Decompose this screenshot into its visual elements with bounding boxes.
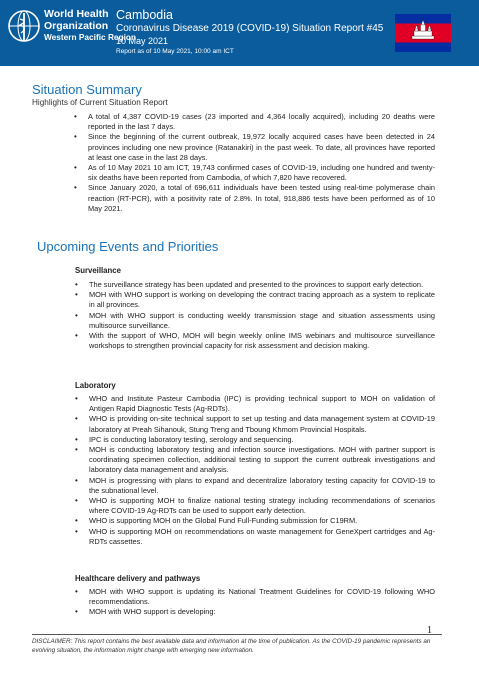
laboratory-list: [75, 394, 435, 547]
list-item-text: WHO is providing on-site technical support to set up testing and data management system at COVID-19 laboratory at Preah Sihanouk, Stung Treng and Tboung Khmom Provincial Hospitals.: [89, 414, 435, 434]
bullet-icon: •: [74, 112, 77, 121]
list-item: [75, 475, 435, 496]
situation-summary-subtitle: Highlights of Current Situation Report: [32, 98, 168, 107]
org-region: Western Pacific Region: [44, 32, 137, 42]
list-item-text: WHO is supporting MOH on recommendations on waste management for GeneXpert cartridges and Ag-RDTs cassettes.: [89, 526, 435, 546]
list-item: [75, 331, 435, 351]
healthcare-heading: Healthcare delivery and pathways: [75, 574, 201, 583]
report-title: Coronavirus Disease 2019 (COVID-19) Situation Report #45: [116, 23, 384, 34]
healthcare-list: [75, 587, 435, 618]
list-item-text: MOH is conducting laboratory testing and infection source investigations. MOH with partner support is coordinating specimen collection, additional testing to support the current outbreak investigations and laboratory data management and analysis.: [89, 445, 435, 475]
list-item: [75, 526, 435, 547]
list-item: [75, 394, 435, 414]
list-item-text: Since January 2020, a total of 696,611 individuals have been tested using real-time polymerase chain reaction (RT-PCR), with a positivity rate of 2.8%. In total, 918,886 tests have been performed as of 10 May 2021.: [88, 183, 435, 213]
disclaimer-text: DISCLAIMER: This report contains the best available data and information at the time of publication. As the COVID-19 pandemic represents an evolving situation, the information might change with emerging new information.: [32, 638, 431, 654]
list-item: [75, 496, 435, 516]
list-item: [75, 310, 435, 331]
list-item: [74, 132, 435, 163]
bullet-icon: •: [75, 280, 78, 289]
list-item: [74, 183, 435, 214]
bullet-icon: •: [75, 526, 78, 536]
bullet-icon: •: [75, 516, 78, 526]
list-item-text: MOH is progressing with plans to expand and decentralize laboratory testing capacity for COVID-19 to the subnational level.: [89, 475, 435, 495]
report-title-block: [116, 8, 383, 57]
report-date: 10 May 2021: [116, 36, 169, 46]
list-item: [75, 290, 435, 310]
list-item: [75, 414, 435, 434]
page-number: 1: [427, 625, 432, 636]
bullet-icon: •: [75, 587, 78, 596]
list-item: [74, 112, 435, 132]
country-name: Cambodia: [116, 8, 173, 22]
bullet-icon: •: [74, 163, 77, 173]
list-item: [74, 163, 435, 183]
bullet-icon: •: [75, 434, 78, 444]
situation-summary-list: [74, 112, 435, 214]
list-item: [75, 516, 435, 526]
bullet-icon: •: [75, 496, 78, 506]
list-item-text: MOH with WHO support is working on developing the contract tracing approach as a system to replicate in all provinces.: [89, 290, 435, 310]
list-item: [75, 280, 435, 290]
list-item-text: WHO is supporting MOH to finalize national testing strategy including recommendations of scenarios where COVID-19 Ag-RDTs can be used to support early detection.: [89, 496, 435, 516]
list-item-text: As of 10 May 2021 10 am ICT, 19,743 confirmed cases of COVID-19, including one hundred and twenty-six deaths have been reported from Cambodia, of which 7,820 have recovered.: [88, 163, 435, 183]
list-item: [75, 607, 435, 617]
cambodia-flag-icon: [395, 14, 451, 52]
org-line-1: World Health: [44, 8, 109, 20]
org-line-2: Organization: [44, 19, 109, 32]
situation-summary-heading: Situation Summary: [32, 82, 142, 97]
list-item-text: MOH with WHO support is conducting weekly transmission stage and situation assessments using multisource surveillance.: [89, 310, 435, 330]
list-item-text: WHO is supporting MOH on the Global Fund Full-Funding submission for C19RM.: [89, 516, 358, 526]
bullet-icon: •: [75, 394, 78, 403]
bullet-icon: •: [74, 183, 77, 193]
laboratory-heading: Laboratory: [75, 381, 116, 390]
list-item-text: Since the beginning of the current outbreak, 19,972 locally acquired cases have been detected in 24 provinces including one new province (Ratanakiri) in the past week. To date, all provinces have reported at least one case in the last 28 days.: [88, 132, 435, 162]
bullet-icon: •: [75, 331, 78, 341]
list-item-text: IPC is conducting laboratory testing, serology and sequencing.: [89, 434, 294, 444]
list-item-text: The surveillance strategy has been updated and presented to the provinces to support early detection.: [89, 280, 424, 289]
report-as-of: Report as of 10 May 2021, 10:00 am ICT: [116, 48, 234, 55]
list-item: [75, 587, 435, 607]
list-item-text: MOH with WHO support is updating its National Treatment Guidelines for COVID-19 following WHO recommendations.: [89, 587, 435, 607]
surveillance-list: [75, 280, 435, 351]
surveillance-heading: Surveillance: [75, 266, 121, 275]
footer-divider: [32, 634, 442, 635]
list-item-text: WHO and Institute Pasteur Cambodia (IPC) is providing technical support to MOH on validation of Antigen Rapid Diagnostic Tests (Ag-RDTs).: [89, 394, 435, 414]
list-item-text: MOH with WHO support is developing:: [89, 607, 216, 617]
bullet-icon: •: [75, 607, 78, 617]
bullet-icon: •: [75, 310, 78, 320]
bullet-icon: •: [74, 132, 77, 142]
report-header-banner: [0, 0, 479, 66]
bullet-icon: •: [75, 475, 78, 485]
list-item: [75, 434, 435, 445]
who-emblem-icon: [6, 8, 42, 44]
bullet-icon: •: [75, 290, 78, 300]
list-item-text: A total of 4,387 COVID-19 cases (23 imported and 4,364 locally acquired), including 20 deaths were reported in the last 7 days.: [88, 112, 435, 132]
list-item: [75, 445, 435, 476]
upcoming-events-heading: Upcoming Events and Priorities: [37, 239, 219, 254]
bullet-icon: •: [75, 414, 78, 424]
list-item-text: With the support of WHO, MOH will begin weekly online IMS webinars and multisource surveillance workshops to strengthen provincial capacity for risk assessment and decision making.: [89, 331, 435, 351]
bullet-icon: •: [75, 445, 78, 455]
